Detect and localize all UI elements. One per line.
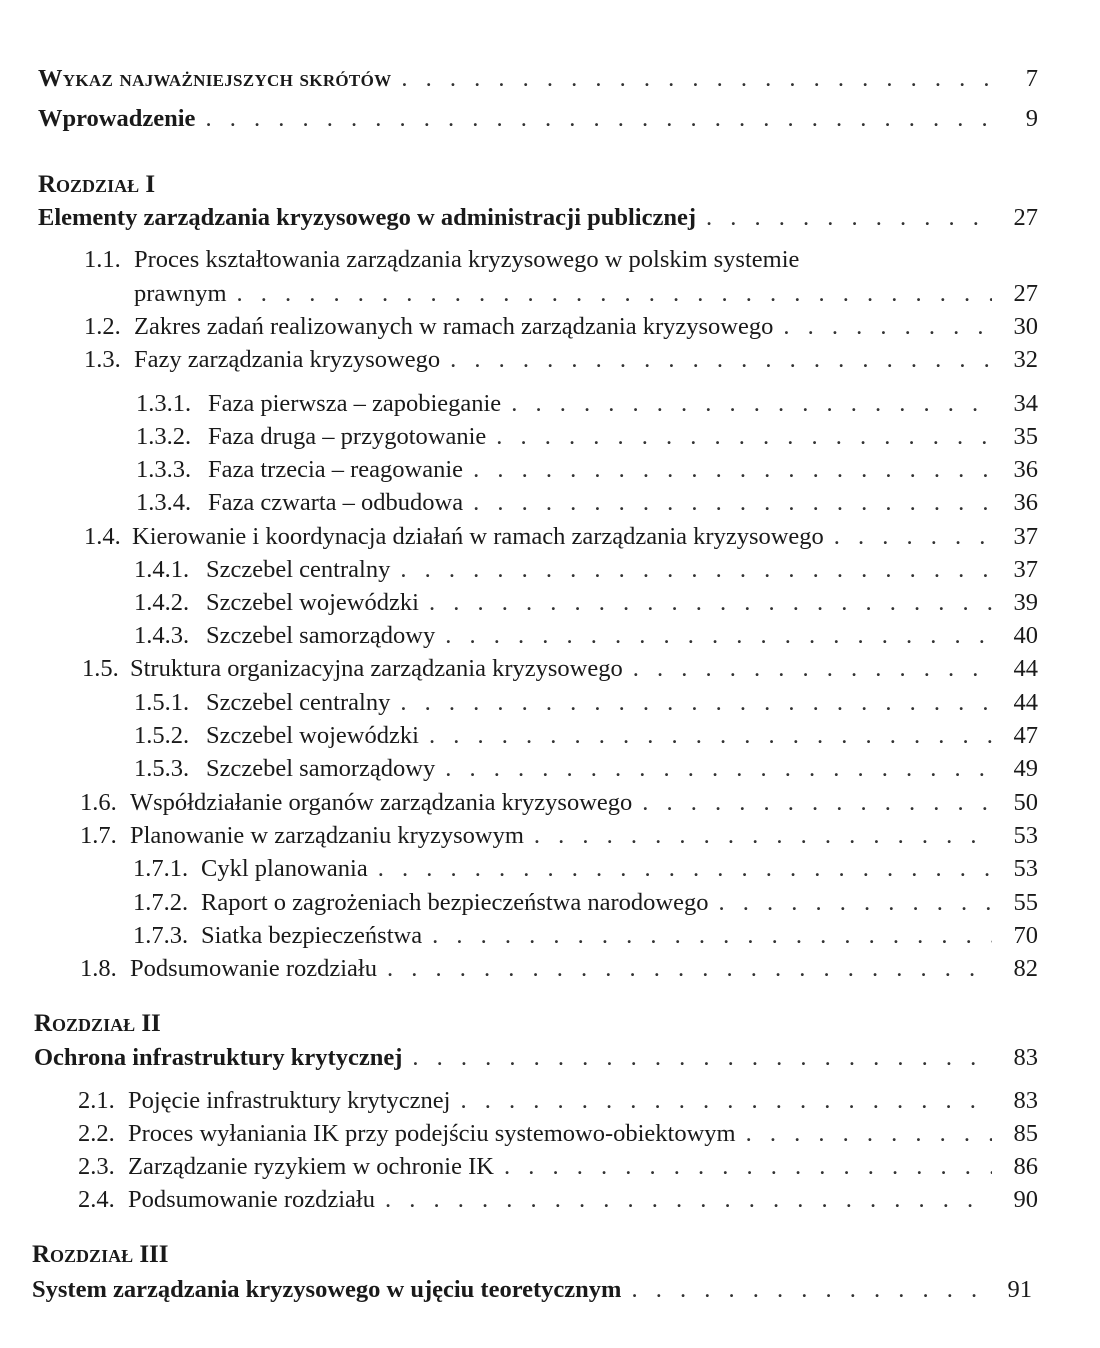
dot-leader [432, 921, 992, 951]
toc-entry-title: Ochrona infrastruktury krytycznej [34, 1044, 403, 1071]
toc-entry-title: Struktura organizacyjna zarządzania kryzysowego [130, 655, 623, 682]
toc-entry-title: Szczebel wojewódzki [206, 722, 419, 749]
toc-entry-title: Raport o zagrożeniach bezpieczeństwa narodowego [201, 889, 709, 916]
toc-section-number: 1.5.1. [134, 689, 190, 716]
toc-entry-introduction [38, 104, 1038, 134]
toc-entry-title: Szczebel samorządowy [206, 622, 436, 649]
toc-subsection [134, 721, 1038, 751]
toc-page-number: 37 [1013, 556, 1038, 583]
toc-section [84, 522, 1038, 552]
toc-entry-title: Szczebel centralny [206, 689, 391, 716]
dot-leader [504, 1152, 992, 1182]
toc-page-number: 35 [1013, 423, 1038, 450]
toc-section [84, 345, 1038, 375]
toc-page-number: 50 [1013, 789, 1038, 816]
toc-section-number: 1.3.2. [136, 423, 192, 450]
toc-page-number: 40 [1013, 622, 1038, 649]
toc-section [78, 1119, 1038, 1149]
toc-subsection [133, 888, 1038, 918]
toc-section-number: 2.2. [78, 1120, 115, 1147]
toc-section-number: 1.3.4. [136, 489, 192, 516]
dot-leader [205, 104, 992, 134]
toc-subsection [133, 921, 1038, 951]
toc-page-number: 83 [1013, 1044, 1038, 1071]
toc-section-number: 1.5. [82, 655, 119, 682]
toc-subsection [136, 389, 1038, 419]
toc-entry-title: Podsumowanie rozdziału [128, 1186, 375, 1213]
dot-leader [445, 621, 992, 651]
toc-entry-title: Szczebel samorządowy [206, 755, 436, 782]
dot-leader [460, 1086, 992, 1116]
toc-subsection [134, 688, 1038, 718]
dot-leader [237, 279, 992, 309]
toc-section [80, 954, 1038, 984]
dot-leader [642, 788, 992, 818]
chapter-label: Rozdział III [32, 1241, 169, 1268]
dot-leader [746, 1119, 992, 1149]
toc-section-number: 1.7.2. [133, 889, 189, 916]
dot-leader [496, 422, 992, 452]
toc-section [80, 821, 1038, 851]
toc-subsection [134, 555, 1038, 585]
toc-page-number: 27 [1013, 204, 1038, 231]
toc-chapter-title [32, 1275, 1032, 1305]
toc-entry-title: Cykl planowania [201, 855, 368, 882]
toc-section-number: 1.4. [84, 523, 121, 550]
toc-entry-title: Pojęcie infrastruktury krytycznej [128, 1087, 451, 1114]
toc-page-number: 32 [1013, 346, 1038, 373]
toc-entry-title: Kierowanie i koordynacja działań w ramach zarządzania kryzysowego [132, 523, 824, 550]
dot-leader [473, 455, 992, 485]
toc-section-number: 1.3. [84, 346, 121, 373]
toc-entry-title: Proces kształtowania zarządzania kryzysowego w polskim systemie [134, 246, 800, 273]
toc-entry-title: Szczebel centralny [206, 556, 391, 583]
dot-leader [378, 854, 992, 884]
toc-entry-title: Siatka bezpieczeństwa [201, 922, 423, 949]
dot-leader [450, 345, 992, 375]
toc-entry-title: Fazy zarządzania kryzysowego [134, 346, 441, 373]
toc-section-number: 1.2. [84, 313, 121, 340]
toc-section-number: 2.4. [78, 1186, 115, 1213]
dot-leader [445, 754, 992, 784]
toc-section-number: 2.3. [78, 1153, 115, 1180]
toc-subsection [134, 588, 1038, 618]
toc-entry-title: Współdziałanie organów zarządzania kryzysowego [130, 789, 633, 816]
dot-leader [511, 389, 992, 419]
toc-section-number: 1.4.2. [134, 589, 190, 616]
toc-section-number: 1.7. [80, 822, 117, 849]
toc-entry-title: Wykaz najważniejszych skrótów [38, 65, 392, 92]
toc-page-number: 30 [1013, 313, 1038, 340]
toc-page-number: 44 [1013, 655, 1038, 682]
toc-subsection [134, 621, 1038, 651]
toc-section-number: 1.3.3. [136, 456, 192, 483]
toc-section-number: 1.1. [84, 246, 121, 273]
dot-leader [387, 954, 992, 984]
dot-leader [631, 1275, 986, 1305]
dot-leader [834, 522, 992, 552]
toc-subsection [134, 754, 1038, 784]
dot-leader [429, 588, 992, 618]
toc-page-number: 36 [1013, 489, 1038, 516]
toc-section-number: 1.3.1. [136, 390, 192, 417]
toc-entry-title: Zakres zadań realizowanych w ramach zarządzania kryzysowego [134, 313, 774, 340]
toc-page-number: 49 [1013, 755, 1038, 782]
toc-entry-title: Faza druga – przygotowanie [208, 423, 487, 450]
toc-entry-title: Podsumowanie rozdziału [130, 955, 377, 982]
toc-section [84, 312, 1038, 342]
toc-entry-title: Zarządzanie ryzykiem w ochronie IK [128, 1153, 494, 1180]
toc-section-continuation [134, 279, 1038, 309]
dot-leader [633, 654, 992, 684]
toc-page-number: 34 [1013, 390, 1038, 417]
dot-leader [534, 821, 992, 851]
chapter-label: Rozdział II [34, 1010, 161, 1037]
toc-section [84, 245, 1038, 275]
toc-entry-title: Faza trzecia – reagowanie [208, 456, 464, 483]
chapter-label: Rozdział I [38, 171, 156, 198]
toc-section-number: 1.4.3. [134, 622, 190, 649]
toc-section-number: 1.7.3. [133, 922, 189, 949]
toc-section-number: 1.8. [80, 955, 117, 982]
dot-leader [473, 488, 992, 518]
toc-page-number: 86 [1013, 1153, 1038, 1180]
toc-section-number: 1.7.1. [133, 855, 189, 882]
toc-chapter-title [34, 1043, 1038, 1073]
toc-subsection [133, 854, 1038, 884]
toc-subsection [136, 488, 1038, 518]
toc-page-number: 9 [1025, 105, 1038, 132]
dot-leader [401, 64, 992, 94]
toc-page-number: 36 [1013, 456, 1038, 483]
toc-entry-title: Faza czwarta – odbudowa [208, 489, 464, 516]
toc-page-number: 27 [1013, 280, 1038, 307]
toc-page-number: 37 [1013, 523, 1038, 550]
toc-page-number: 91 [1007, 1276, 1032, 1303]
dot-leader [385, 1185, 992, 1215]
toc-section [78, 1185, 1038, 1215]
toc-section [78, 1086, 1038, 1116]
dot-leader [718, 888, 992, 918]
toc-entry-title: Planowanie w zarządzaniu kryzysowym [130, 822, 524, 849]
toc-entry-title: System zarządzania kryzysowego w ujęciu teoretycznym [32, 1276, 622, 1303]
dot-leader [400, 688, 992, 718]
toc-subsection [136, 455, 1038, 485]
toc-section-number: 1.5.2. [134, 722, 190, 749]
dot-leader [429, 721, 992, 751]
toc-page-number: 47 [1013, 722, 1038, 749]
toc-page-number: 85 [1013, 1120, 1038, 1147]
dot-leader [783, 312, 992, 342]
toc-entry-title: Proces wyłaniania IK przy podejściu systemowo-obiektowym [128, 1120, 736, 1147]
toc-entry-title: Szczebel wojewódzki [206, 589, 419, 616]
toc-subsection [136, 422, 1038, 452]
toc-section-number: 2.1. [78, 1087, 115, 1114]
dot-leader [400, 555, 992, 585]
toc-page-number: 90 [1013, 1186, 1038, 1213]
dot-leader [412, 1043, 992, 1073]
toc-page-number: 53 [1013, 822, 1038, 849]
toc-page-number: 44 [1013, 689, 1038, 716]
toc-entry-title: Elementy zarządzania kryzysowego w administracji publicznej [38, 204, 697, 231]
toc-section [80, 788, 1038, 818]
toc-page-number: 70 [1013, 922, 1038, 949]
toc-entry-abbreviations [38, 64, 1038, 94]
toc-page-number: 7 [1025, 65, 1038, 92]
toc-entry-title: Faza pierwsza – zapobieganie [208, 390, 502, 417]
toc-page-number: 55 [1013, 889, 1038, 916]
toc-chapter-title [38, 203, 1038, 233]
toc-page-number: 82 [1013, 955, 1038, 982]
toc-page-number: 53 [1013, 855, 1038, 882]
toc-section-number: 1.5.3. [134, 755, 190, 782]
toc-section [82, 654, 1038, 684]
toc-section-number: 1.4.1. [134, 556, 190, 583]
toc-entry-title: Wprowadzenie [38, 105, 196, 132]
toc-section-number: 1.6. [80, 789, 117, 816]
toc-section [78, 1152, 1038, 1182]
toc-entry-title-continuation: prawnym [134, 280, 227, 307]
toc-page-number: 39 [1013, 589, 1038, 616]
dot-leader [706, 203, 992, 233]
toc-page-number: 83 [1013, 1087, 1038, 1114]
